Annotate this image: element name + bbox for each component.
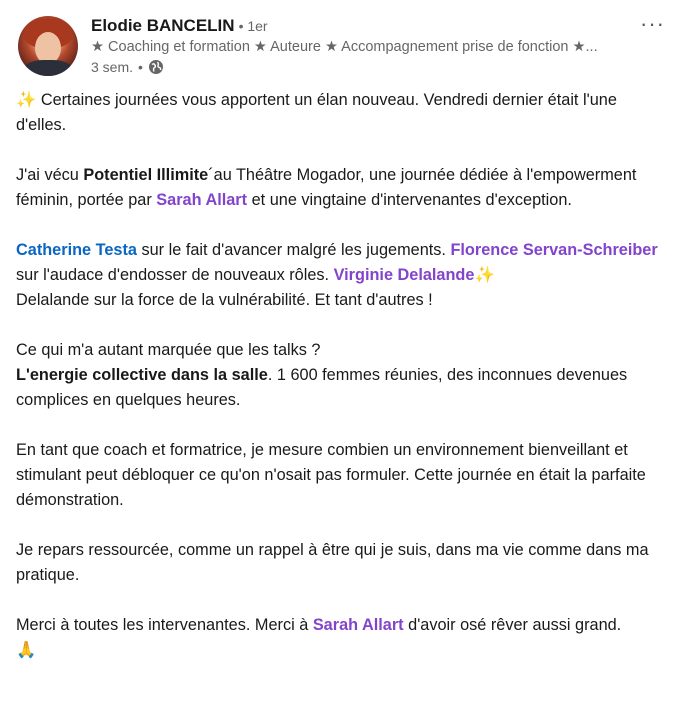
paragraph-1: ✨ Certaines journées vous apportent un élan nouveau. Vendredi dernier était l'une d'elles. <box>16 91 617 134</box>
paragraph-5: En tant que coach et formatrice, je mesure combien un environnement bienveillant et stimulant peut débloquer ce qu'on n'osait pas formuler. Cette journée en était la parfaite démonstration. <box>16 441 646 509</box>
mention-florence-servan-schreiber[interactable]: Florence Servan-Schreiber <box>450 241 658 259</box>
avatar[interactable] <box>18 16 78 76</box>
sparkle-icon: ✨ <box>474 266 495 284</box>
author-name[interactable]: Elodie BANCELIN <box>91 16 235 35</box>
mention-sarah-allart[interactable]: Sarah Allart <box>156 191 248 209</box>
paragraph-6: Je repars ressourcée, comme un rappel à être qui je suis, dans ma vie comme dans ma pratique. <box>16 541 649 584</box>
post-content <box>16 88 664 663</box>
connection-degree: • 1er <box>238 18 268 34</box>
mention-virginie-delalande[interactable]: Virginie Delalande <box>333 266 475 284</box>
author-row <box>91 16 268 36</box>
globe-icon <box>148 59 164 75</box>
highlight-text: L'energie collective dans la salle <box>16 366 268 384</box>
author-headline: ★ Coaching et formation ★ Auteure ★ Accompagnement prise de fonction ★... <box>91 39 598 55</box>
paragraph-3: Catherine Testa sur le fait d'avancer malgré les jugements. Florence Servan-Schreiber sur l'audace d'endosser de nouveaux rôles. Virginie Delalande✨ Delalande sur la force de la vulnérabilité. Et tant d'autres ! <box>16 241 658 309</box>
more-options-button[interactable]: ··· <box>640 11 665 36</box>
event-name: Potentiel Illimite <box>83 166 209 184</box>
mention-catherine-testa[interactable]: Catherine Testa <box>16 241 137 259</box>
paragraph-4: Ce qui m'a autant marquée que les talks ? L'energie collective dans la salle. 1 600 femmes réunies, des inconnues devenues complices en quelques heures. <box>16 341 628 409</box>
pray-icon: 🙏 <box>16 641 37 659</box>
mention-sarah-allart[interactable]: Sarah Allart <box>312 616 404 634</box>
post-meta <box>91 59 164 75</box>
sparkle-icon: ✨ <box>16 91 37 109</box>
post-time: 3 sem. <box>91 59 134 75</box>
paragraph-7: Merci à toutes les intervenantes. Merci à Sarah Allart d'avoir osé rêver aussi grand. 🙏 <box>16 616 622 659</box>
meta-separator: • <box>138 59 143 75</box>
paragraph-2: J'ai vécu Potentiel Illimite´au Théâtre Mogador, une journée dédiée à l'empowerment féminin, portée par Sarah Allart et une vingtaine d'intervenantes d'exception. <box>16 166 637 209</box>
